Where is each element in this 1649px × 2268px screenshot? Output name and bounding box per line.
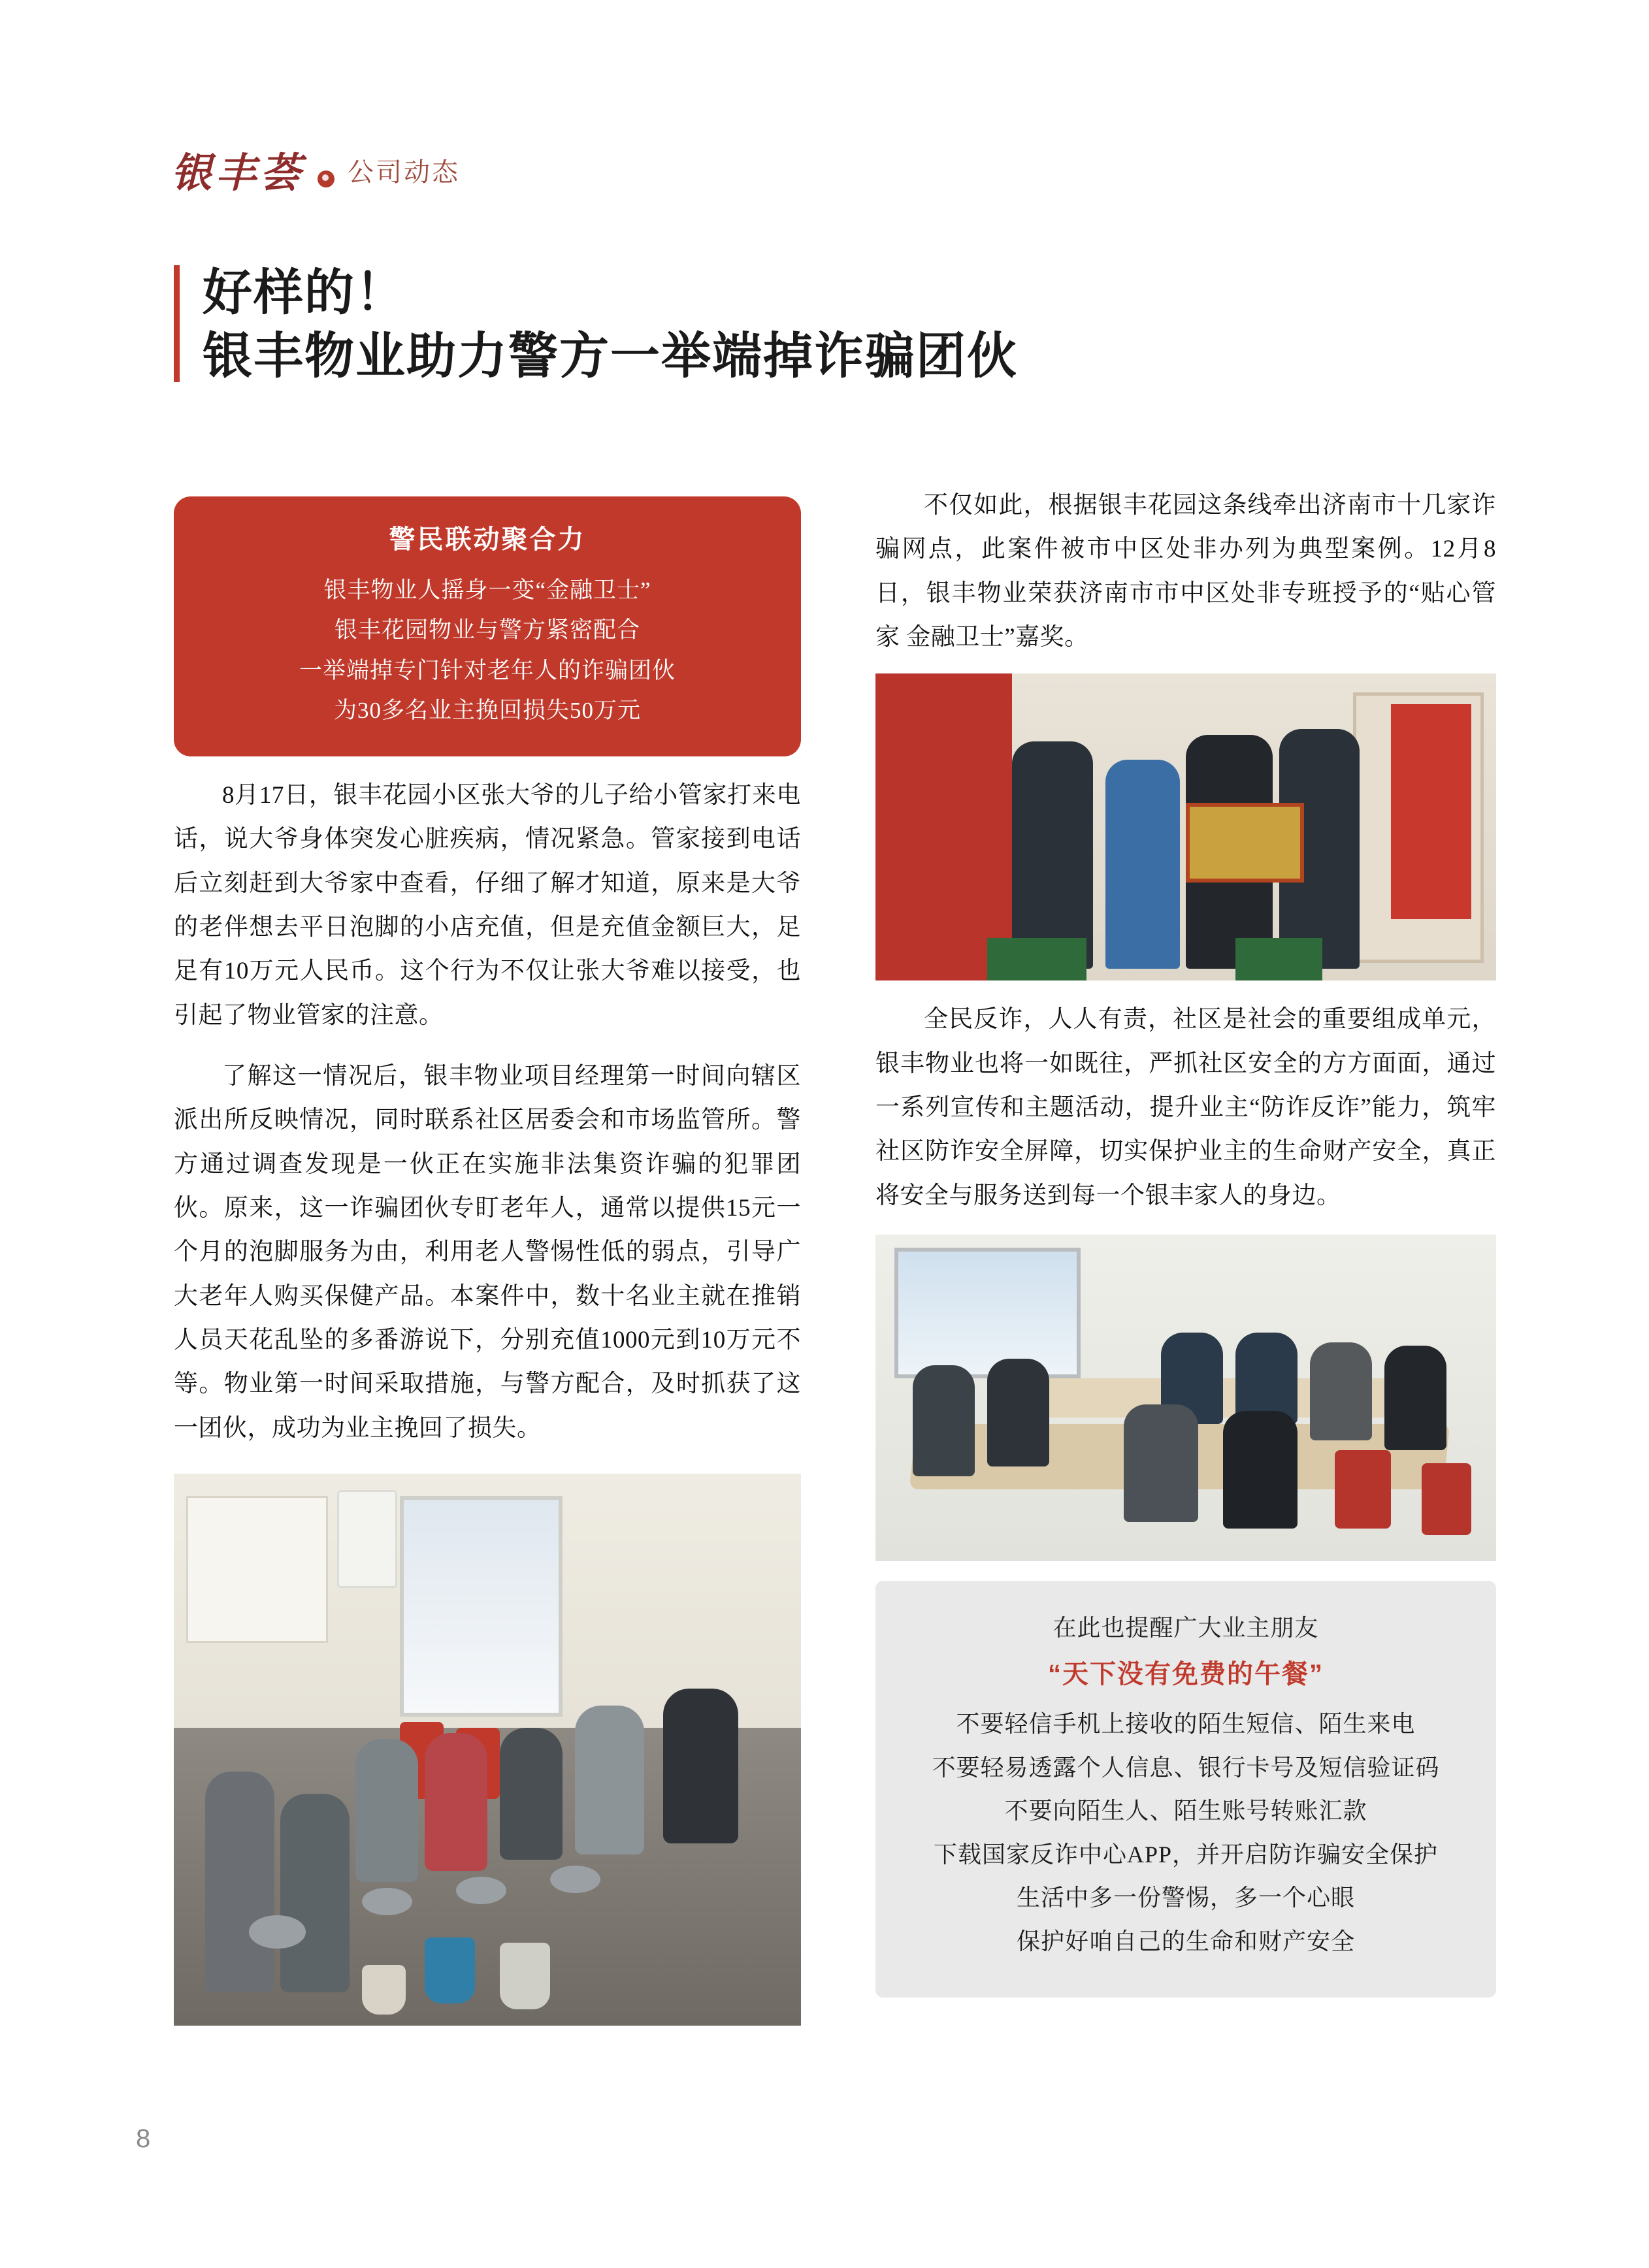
photo-bucket: [500, 1943, 550, 2009]
body-paragraph: 全民反诈，人人有责，社区是社会的重要组成单元，银丰物业也将一如既往，严抓社区安全的方方面面，通过一系列宣传和主题活动，提升业主“防诈反诈”能力，筑牢社区防诈安全屏障，切实保护业主的生命财产安全，真正将安全与服务送到每一个银丰家人的身边。: [875, 1006, 1496, 1209]
photo-bucket: [425, 1937, 475, 2003]
photo-person: [1310, 1342, 1372, 1440]
page-number: 8: [136, 2124, 151, 2153]
photo-person: [500, 1728, 563, 1860]
photo-plant: [987, 938, 1086, 981]
body-paragraph: 8月17日，银丰花园小区张大爷的儿子给小管家打来电话，说大爷身体突发心脏疾病，情况紧急。管家接到电话后立刻赶到大爷家中查看，仔细了解才知道，原来是大爷的老伴想去平日泡脚的小店充值，但是充值金额巨大，足足有10万元人民币。这个行为不仅让张大爷难以接受，也引起了物业管家的注意。: [174, 782, 801, 1029]
photo-basin: [249, 1915, 305, 1949]
photo-person: [575, 1706, 644, 1855]
tips-line: 不要轻信手机上接收的陌生短信、陌生来电: [956, 1710, 1416, 1737]
photo-person: [425, 1733, 487, 1871]
photo-basin: [456, 1877, 506, 1904]
footbath-shop-photo: [174, 1474, 801, 2026]
photo-award-plaque: [1186, 803, 1304, 883]
photo-window: [894, 1248, 1081, 1378]
photo-person: [1105, 760, 1180, 969]
tips-line: 生活中多一份警惕，多一个心眼: [1016, 1885, 1355, 1911]
photo-red-banner: [875, 673, 1012, 980]
callout-line: 为30多名业主挽回损失50万元: [333, 697, 641, 723]
tips-slogan: “天下没有免费的午餐”: [1048, 1659, 1324, 1689]
page-title: [174, 261, 1487, 389]
photo-person: [1235, 1333, 1298, 1424]
callout-line: 银丰物业人摇身一变“金融卫士”: [323, 577, 651, 603]
photo-basin: [550, 1866, 600, 1893]
tips-line: 不要轻易透露个人信息、银行卡号及短信验证码: [932, 1754, 1440, 1781]
photo-person: [205, 1772, 274, 1992]
photo-person: [1223, 1411, 1298, 1529]
photo-chair: [1335, 1450, 1391, 1529]
photo-person: [1124, 1404, 1198, 1522]
callout-title: 警民联动聚合力: [389, 525, 586, 554]
tips-line: 下载国家反诈中心APP，并开启防诈骗安全保护: [933, 1841, 1439, 1868]
tips-line: 保护好咱自己的生命和财产安全: [1016, 1928, 1355, 1954]
photo-person: [913, 1365, 975, 1476]
photo-basin: [362, 1888, 412, 1915]
callout-box: [174, 496, 801, 756]
photo-person: [355, 1739, 418, 1883]
brand-dot-icon: [318, 170, 335, 187]
photo-poster: [186, 1496, 328, 1644]
page-title-line2: 银丰物业助力警方一举端掉诈骗团伙: [203, 329, 1018, 385]
community-meeting-photo: [875, 1235, 1496, 1561]
photo-bucket: [362, 1965, 406, 2015]
photo-air-conditioner: [337, 1490, 397, 1588]
tips-intro: 在此也提醒广大业主朋友: [1053, 1614, 1319, 1641]
tips-line: 不要向陌生人、陌生账号转账汇款: [1004, 1798, 1367, 1824]
photo-person: [987, 1359, 1049, 1466]
photo-plant: [1235, 938, 1322, 981]
photo-window: [400, 1496, 563, 1717]
body-paragraph: 不仅如此，根据银丰花园这条线牵出济南市十几家诈骗网点，此案件被市中区处非办列为典型案例。12月8日，银丰物业荣获济南市市中区处非专班授予的“贴心管家 金融卫士”嘉奖。: [875, 492, 1496, 651]
page-title-line1: 好样的！: [203, 265, 406, 321]
masthead: [171, 152, 460, 194]
callout-line: 银丰花园物业与警方紧密配合: [334, 617, 640, 643]
photo-person: [1012, 741, 1093, 969]
photo-person: [1384, 1346, 1446, 1450]
masthead-section-label: 公司动态: [348, 158, 461, 187]
callout-line: 一举端掉专门针对老年人的诈骗团伙: [299, 657, 676, 683]
photo-person: [663, 1689, 738, 1843]
award-ceremony-photo: [875, 673, 1496, 980]
brand-logo-text: 银丰荟: [171, 152, 305, 196]
right-column: [875, 483, 1496, 1998]
photo-person: [280, 1794, 350, 1992]
left-column: [174, 496, 801, 2026]
photo-chair: [1422, 1463, 1471, 1535]
anti-fraud-tips-box: [875, 1581, 1496, 1998]
photo-red-poster: [1391, 704, 1472, 919]
body-paragraph: 了解这一情况后，银丰物业项目经理第一时间向辖区派出所反映情况，同时联系社区居委会和市场监管所。警方通过调查发现是一伙正在实施非法集资诈骗的犯罪团伙。原来，这一诈骗团伙专盯老年人，通常以提供15元一个月的泡脚服务为由，利用老人警惕性低的弱点，引导广大老年人购买保健产品。本案件中，数十名业主就在推销人员天花乱坠的多番游说下，分别充值1000元到10万元不等。物业第一时间采取措施，与警方配合，及时抓获了这一团伙，成功为业主挽回了损失。: [174, 1062, 801, 1442]
